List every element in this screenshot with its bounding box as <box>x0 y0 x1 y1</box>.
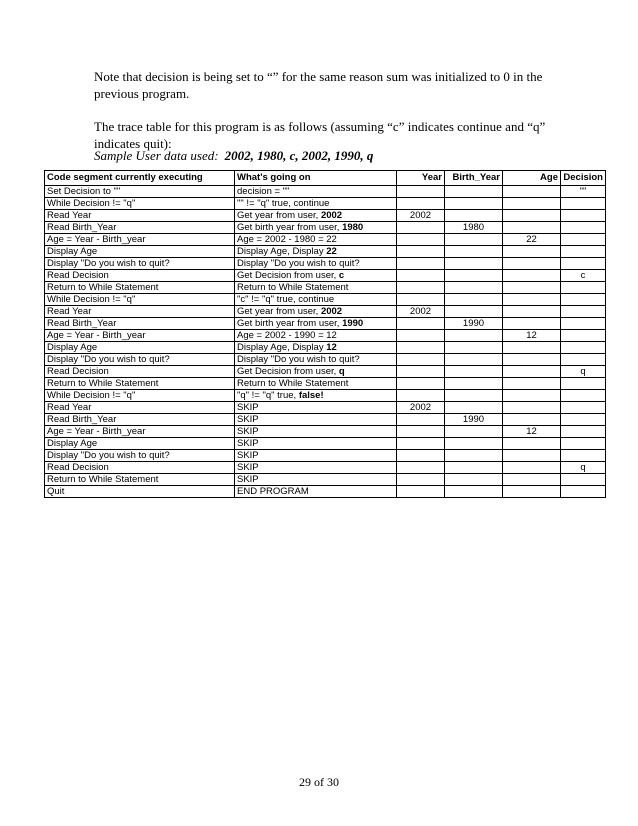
table-row <box>45 186 606 198</box>
decision-cell <box>561 258 606 270</box>
decision-cell <box>561 486 606 498</box>
table-row <box>45 222 606 234</box>
birth-year-cell <box>445 342 503 354</box>
age-cell <box>503 342 561 354</box>
decision-cell <box>561 246 606 258</box>
header-age: Age <box>503 171 561 186</box>
whats-going-on-value: false! <box>298 390 324 401</box>
whats-going-on-text: Get year from user, <box>237 306 321 317</box>
code-segment-cell: Read Birth_Year <box>45 414 235 426</box>
age-cell <box>503 222 561 234</box>
code-segment-cell: Read Year <box>45 402 235 414</box>
age-cell <box>503 246 561 258</box>
age-cell <box>503 378 561 390</box>
table-row <box>45 462 606 474</box>
decision-cell <box>561 426 606 438</box>
code-segment-cell: Display "Do you wish to quit? <box>45 354 235 366</box>
birth-year-cell <box>445 282 503 294</box>
whats-going-on-value: 1980 <box>342 222 364 233</box>
whats-going-on-cell <box>235 438 397 450</box>
whats-going-on-text: SKIP <box>237 474 259 485</box>
year-cell <box>397 438 445 450</box>
table-row <box>45 366 606 378</box>
code-segment-cell: Display Age <box>45 342 235 354</box>
age-cell <box>503 318 561 330</box>
whats-going-on-cell <box>235 342 397 354</box>
trace-table-body <box>45 186 606 498</box>
decision-cell <box>561 342 606 354</box>
birth-year-cell <box>445 210 503 222</box>
decision-cell <box>561 198 606 210</box>
whats-going-on-cell <box>235 294 397 306</box>
year-cell <box>397 354 445 366</box>
whats-going-on-cell <box>235 306 397 318</box>
whats-going-on-text: SKIP <box>237 402 259 413</box>
decision-cell <box>561 306 606 318</box>
whats-going-on-value: 22 <box>326 246 337 257</box>
year-cell <box>397 318 445 330</box>
year-cell <box>397 366 445 378</box>
year-cell <box>397 342 445 354</box>
year-cell <box>397 486 445 498</box>
birth-year-cell <box>445 366 503 378</box>
age-cell <box>503 462 561 474</box>
birth-year-cell: 1990 <box>445 414 503 426</box>
whats-going-on-text: SKIP <box>237 462 259 473</box>
note-paragraph: Note that decision is being set to “” for the same reason sum was initialized to 0 in the previous program. <box>94 69 543 101</box>
trace-intro-paragraph: The trace table for this program is as follows (assuming “c” indicates continue and “q” indicates quit): <box>94 119 546 151</box>
whats-going-on-value: 12 <box>326 342 337 353</box>
age-cell <box>503 294 561 306</box>
whats-going-on-text: SKIP <box>237 426 259 437</box>
birth-year-cell <box>445 438 503 450</box>
table-row <box>45 318 606 330</box>
whats-going-on-cell <box>235 450 397 462</box>
year-cell <box>397 330 445 342</box>
birth-year-cell <box>445 354 503 366</box>
whats-going-on-cell <box>235 462 397 474</box>
code-segment-cell: While Decision != "q" <box>45 198 235 210</box>
year-cell <box>397 186 445 198</box>
age-cell <box>503 438 561 450</box>
trace-table <box>44 170 606 498</box>
whats-going-on-text: SKIP <box>237 438 259 449</box>
birth-year-cell <box>445 186 503 198</box>
age-cell: 22 <box>503 234 561 246</box>
code-segment-cell: Return to While Statement <box>45 474 235 486</box>
code-segment-cell: Age = Year - Birth_year <box>45 426 235 438</box>
age-cell <box>503 486 561 498</box>
year-cell <box>397 426 445 438</box>
decision-cell <box>561 234 606 246</box>
header-decision: Decision <box>561 171 606 186</box>
whats-going-on-value: 2002 <box>320 210 343 221</box>
year-cell <box>397 246 445 258</box>
whats-going-on-text: Get Decision from user, <box>237 366 339 377</box>
whats-going-on-text: Age = 2002 - 1980 = 22 <box>237 234 337 245</box>
birth-year-cell <box>445 462 503 474</box>
sample-data-values: 2002, 1980, c, 2002, 1990, q <box>224 148 374 163</box>
age-cell <box>503 186 561 198</box>
whats-going-on-cell <box>235 354 397 366</box>
decision-cell <box>561 318 606 330</box>
code-segment-cell: Read Year <box>45 210 235 222</box>
whats-going-on-cell <box>235 210 397 222</box>
code-segment-cell: Display Age <box>45 438 235 450</box>
birth-year-cell <box>445 234 503 246</box>
whats-going-on-cell <box>235 366 397 378</box>
decision-cell <box>561 450 606 462</box>
table-row <box>45 486 606 498</box>
whats-going-on-text: Get birth year from user, <box>237 318 343 329</box>
age-cell <box>503 258 561 270</box>
whats-going-on-text: "c" != "q" true, continue <box>237 294 335 305</box>
decision-cell <box>561 438 606 450</box>
birth-year-cell <box>445 306 503 318</box>
year-cell <box>397 222 445 234</box>
decision-cell: q <box>561 366 606 378</box>
birth-year-cell <box>445 426 503 438</box>
header-code-segment: Code segment currently executing <box>45 171 235 186</box>
table-row <box>45 330 606 342</box>
year-cell <box>397 198 445 210</box>
birth-year-cell <box>445 258 503 270</box>
whats-going-on-cell <box>235 186 397 198</box>
whats-going-on-text: Get year from user, <box>237 210 321 221</box>
age-cell <box>503 390 561 402</box>
age-cell: 12 <box>503 330 561 342</box>
code-segment-cell: Read Year <box>45 306 235 318</box>
age-cell <box>503 450 561 462</box>
year-cell <box>397 414 445 426</box>
year-cell <box>397 234 445 246</box>
table-row <box>45 474 606 486</box>
whats-going-on-text: Get birth year from user, <box>237 222 343 233</box>
decision-cell <box>561 294 606 306</box>
age-cell <box>503 210 561 222</box>
table-row <box>45 258 606 270</box>
sample-data-label: Sample User data used: <box>94 148 219 163</box>
code-segment-cell: Age = Year - Birth_year <box>45 330 235 342</box>
year-cell <box>397 474 445 486</box>
decision-cell <box>561 402 606 414</box>
whats-going-on-text: Display "Do you wish to quit? <box>237 354 360 365</box>
sample-data-line <box>94 148 373 164</box>
age-cell <box>503 474 561 486</box>
decision-cell <box>561 222 606 234</box>
whats-going-on-cell <box>235 414 397 426</box>
year-cell <box>397 450 445 462</box>
age-cell <box>503 402 561 414</box>
age-cell <box>503 306 561 318</box>
table-row <box>45 282 606 294</box>
year-cell <box>397 282 445 294</box>
table-row <box>45 198 606 210</box>
whats-going-on-text: Return to While Statement <box>237 282 349 293</box>
birth-year-cell: 1990 <box>445 318 503 330</box>
code-segment-cell: Return to While Statement <box>45 282 235 294</box>
birth-year-cell <box>445 246 503 258</box>
year-cell <box>397 390 445 402</box>
page-number: 29 of 30 <box>299 775 339 789</box>
birth-year-cell: 1980 <box>445 222 503 234</box>
birth-year-cell <box>445 378 503 390</box>
year-cell: 2002 <box>397 402 445 414</box>
age-cell: 12 <box>503 426 561 438</box>
whats-going-on-cell <box>235 234 397 246</box>
whats-going-on-text: Get Decision from user, <box>237 270 339 281</box>
whats-going-on-cell <box>235 246 397 258</box>
table-row <box>45 270 606 282</box>
table-row <box>45 294 606 306</box>
code-segment-cell: Quit <box>45 486 235 498</box>
year-cell <box>397 294 445 306</box>
year-cell <box>397 378 445 390</box>
whats-going-on-cell <box>235 426 397 438</box>
whats-going-on-text: Display Age, Display <box>237 342 327 353</box>
table-row <box>45 354 606 366</box>
whats-going-on-value: 2002 <box>320 306 343 317</box>
table-row <box>45 450 606 462</box>
whats-going-on-text: Return to While Statement <box>237 378 349 389</box>
header-birth-year: Birth_Year <box>445 171 503 186</box>
decision-cell <box>561 282 606 294</box>
whats-going-on-cell <box>235 258 397 270</box>
birth-year-cell <box>445 294 503 306</box>
age-cell <box>503 366 561 378</box>
code-segment-cell: Read Decision <box>45 270 235 282</box>
whats-going-on-cell <box>235 222 397 234</box>
code-segment-cell: Read Decision <box>45 366 235 378</box>
year-cell <box>397 258 445 270</box>
whats-going-on-cell <box>235 282 397 294</box>
decision-cell: c <box>561 270 606 282</box>
age-cell <box>503 198 561 210</box>
table-row <box>45 390 606 402</box>
age-cell <box>503 414 561 426</box>
birth-year-cell <box>445 474 503 486</box>
code-segment-cell: Display Age <box>45 246 235 258</box>
whats-going-on-cell <box>235 318 397 330</box>
year-cell <box>397 462 445 474</box>
decision-cell: q <box>561 462 606 474</box>
whats-going-on-text: END PROGRAM <box>237 486 309 497</box>
decision-cell <box>561 378 606 390</box>
birth-year-cell <box>445 270 503 282</box>
trace-table-header-row <box>45 171 606 186</box>
code-segment-cell: Read Decision <box>45 462 235 474</box>
whats-going-on-cell <box>235 378 397 390</box>
code-segment-cell: Display "Do you wish to quit? <box>45 450 235 462</box>
age-cell <box>503 282 561 294</box>
decision-cell <box>561 354 606 366</box>
whats-going-on-text: SKIP <box>237 450 259 461</box>
table-row <box>45 402 606 414</box>
birth-year-cell <box>445 198 503 210</box>
table-row <box>45 210 606 222</box>
code-segment-cell: Return to While Statement <box>45 378 235 390</box>
decision-cell <box>561 474 606 486</box>
whats-going-on-text: "q" != "q" true, <box>237 390 299 401</box>
year-cell: 2002 <box>397 306 445 318</box>
whats-going-on-value: q <box>338 366 345 377</box>
code-segment-cell: While Decision != "q" <box>45 294 235 306</box>
table-row <box>45 378 606 390</box>
code-segment-cell: Display "Do you wish to quit? <box>45 258 235 270</box>
decision-cell <box>561 390 606 402</box>
code-segment-cell: Age = Year - Birth_year <box>45 234 235 246</box>
whats-going-on-text: SKIP <box>237 414 259 425</box>
whats-going-on-value: 1990 <box>342 318 364 329</box>
code-segment-cell: Read Birth_Year <box>45 222 235 234</box>
age-cell <box>503 270 561 282</box>
whats-going-on-cell <box>235 402 397 414</box>
birth-year-cell <box>445 330 503 342</box>
whats-going-on-cell <box>235 198 397 210</box>
whats-going-on-text: Display "Do you wish to quit? <box>237 258 360 269</box>
whats-going-on-text: Display Age, Display <box>237 246 327 257</box>
whats-going-on-value: c <box>338 270 345 281</box>
whats-going-on-text: decision = "" <box>237 186 290 197</box>
birth-year-cell <box>445 486 503 498</box>
whats-going-on-text: "" != "q" true, continue <box>237 198 330 209</box>
code-segment-cell: Set Decision to "" <box>45 186 235 198</box>
table-row <box>45 234 606 246</box>
code-segment-cell: While Decision != "q" <box>45 390 235 402</box>
whats-going-on-text: Age = 2002 - 1990 = 12 <box>237 330 337 341</box>
birth-year-cell <box>445 390 503 402</box>
decision-cell <box>561 414 606 426</box>
table-row <box>45 438 606 450</box>
whats-going-on-cell <box>235 270 397 282</box>
table-row <box>45 306 606 318</box>
table-row <box>45 426 606 438</box>
header-whats-going-on: What's going on <box>235 171 397 186</box>
code-segment-cell: Read Birth_Year <box>45 318 235 330</box>
header-year: Year <box>397 171 445 186</box>
decision-cell <box>561 210 606 222</box>
birth-year-cell <box>445 450 503 462</box>
decision-cell <box>561 330 606 342</box>
table-row <box>45 414 606 426</box>
whats-going-on-cell <box>235 486 397 498</box>
birth-year-cell <box>445 402 503 414</box>
whats-going-on-cell <box>235 390 397 402</box>
age-cell <box>503 354 561 366</box>
decision-cell: "" <box>561 186 606 198</box>
year-cell <box>397 270 445 282</box>
year-cell: 2002 <box>397 210 445 222</box>
table-row <box>45 246 606 258</box>
table-row <box>45 342 606 354</box>
whats-going-on-cell <box>235 474 397 486</box>
whats-going-on-cell <box>235 330 397 342</box>
